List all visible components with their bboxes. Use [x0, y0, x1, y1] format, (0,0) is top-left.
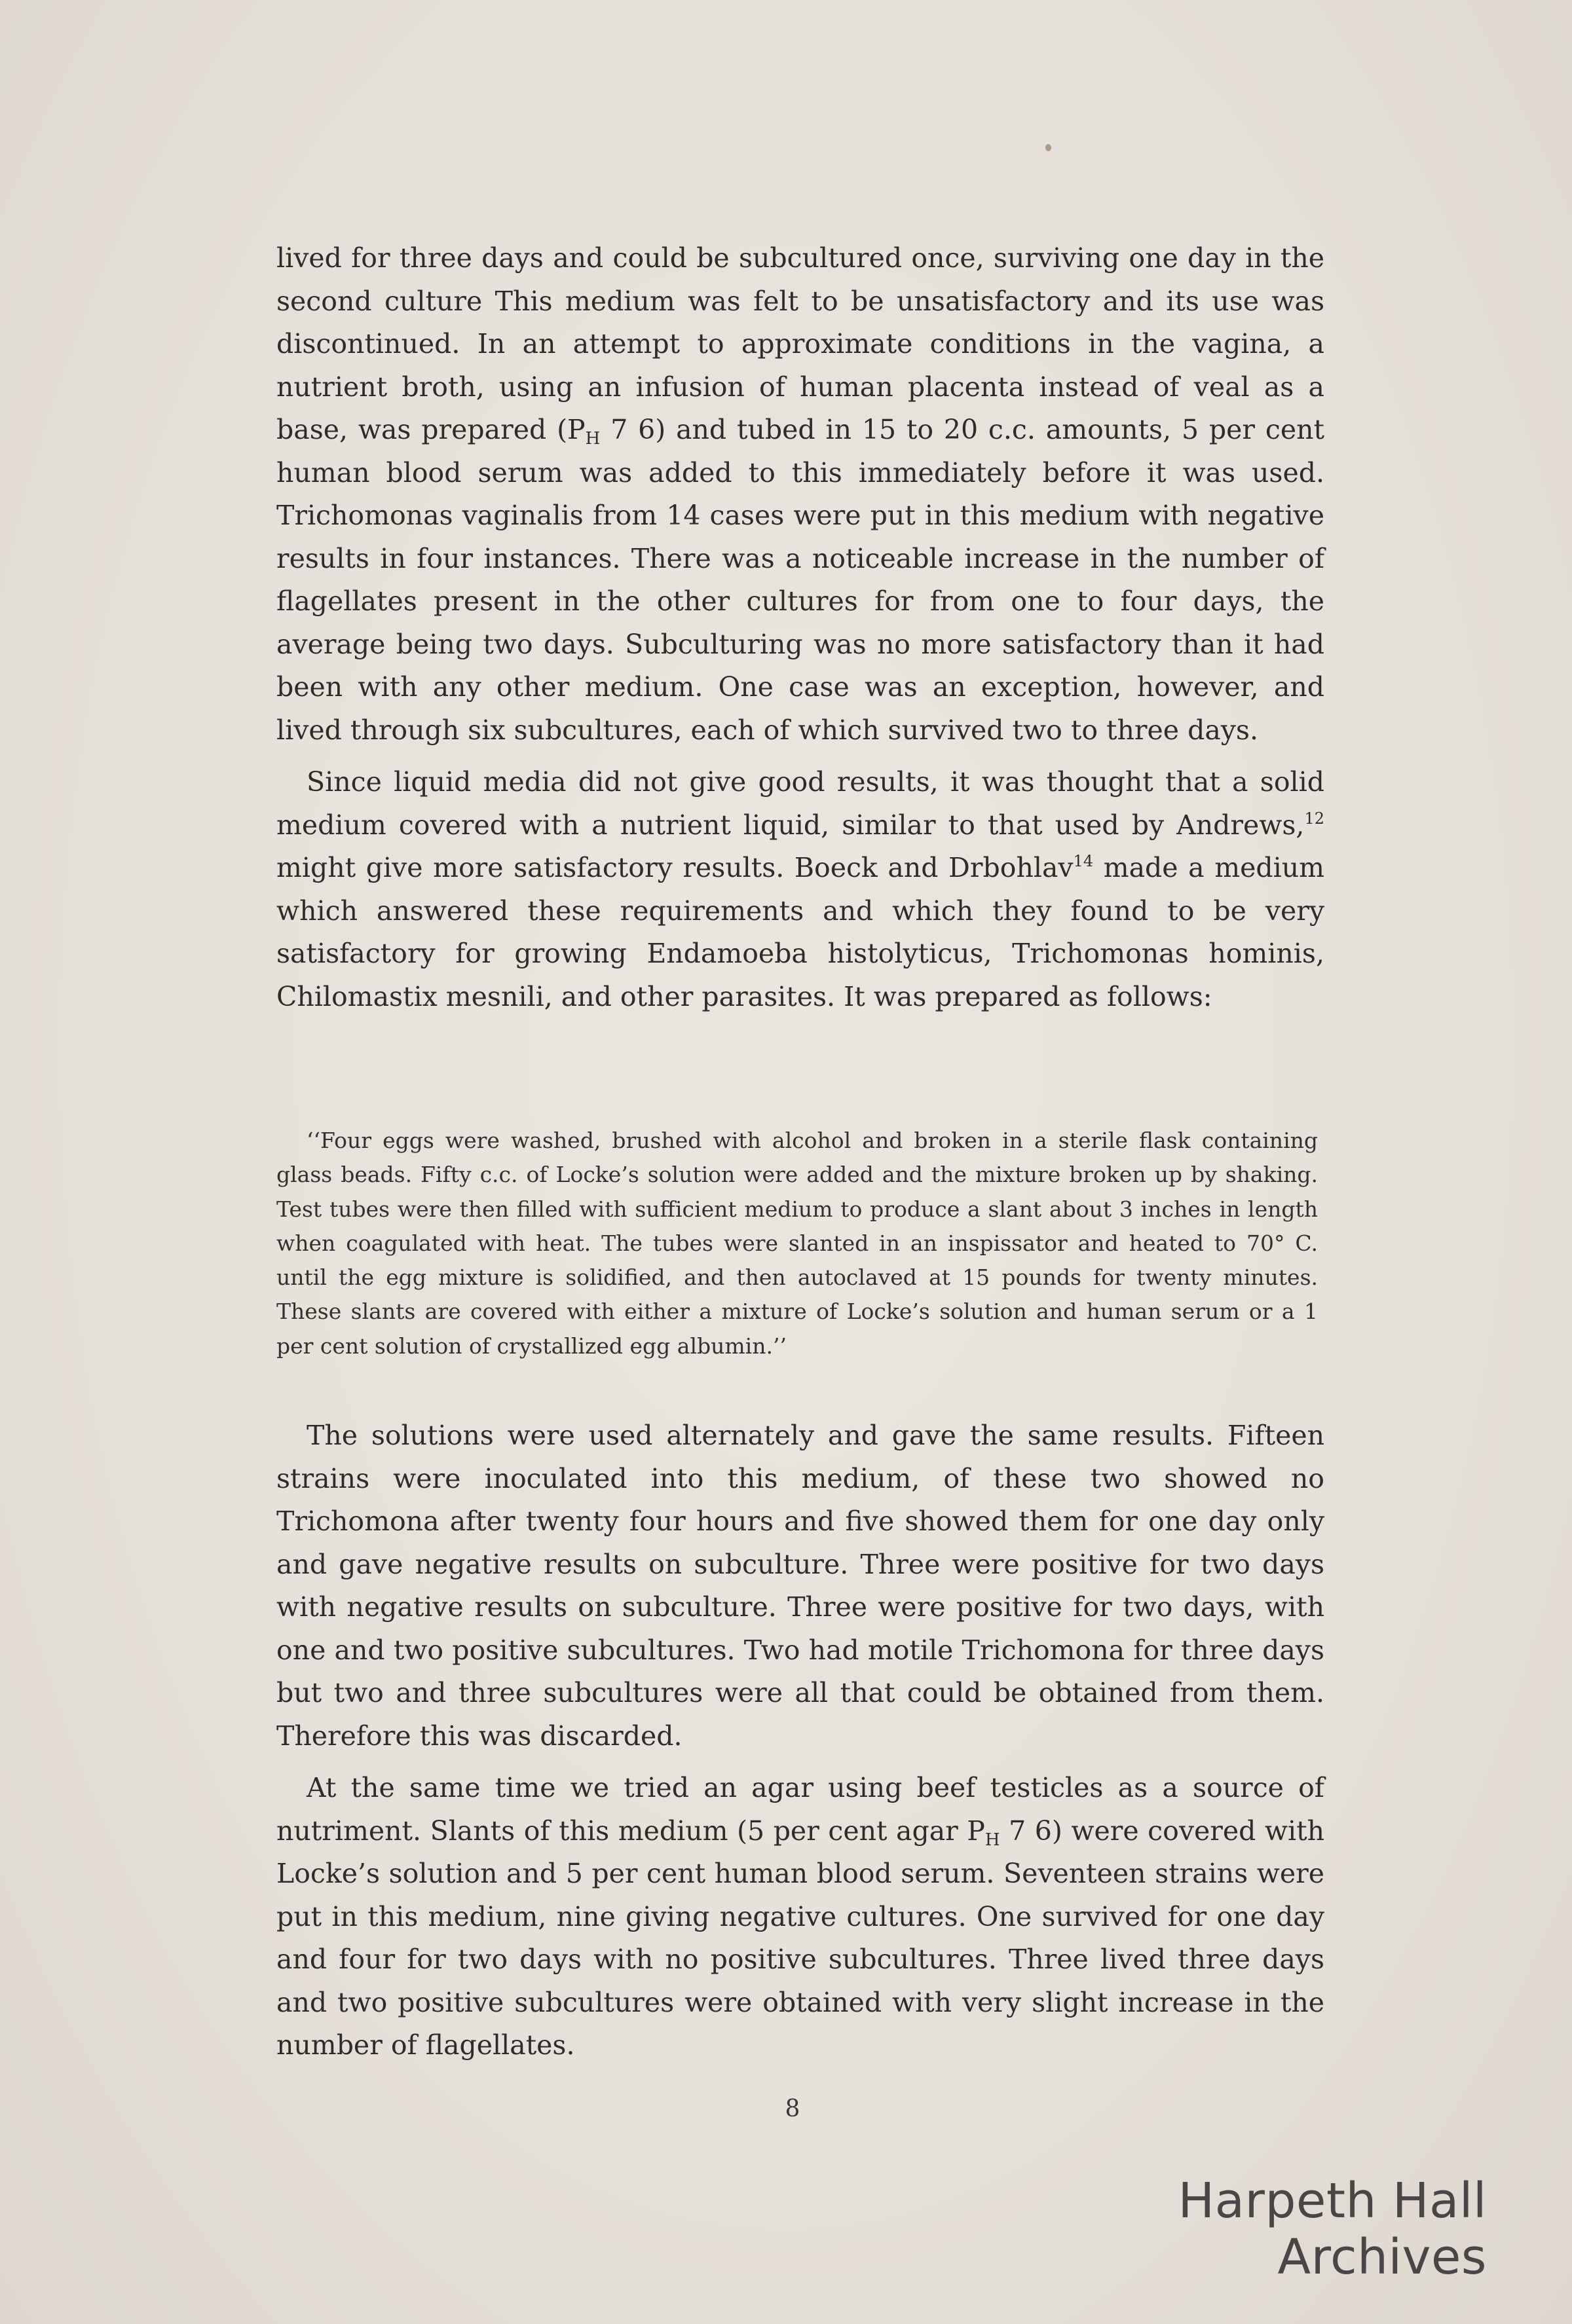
subscript: H: [585, 429, 601, 449]
text-segment: might give more satisfactory results. Boeck and Drbohlav: [276, 852, 1074, 883]
text-segment: made a medium which answered these requirements and which they found to be very satisfactory for growing Endamoeba histolyticus, Trichomonas hominis, Chilomastix mesnili, and other parasites. It was prepared as follows:: [276, 852, 1324, 1012]
body-top: [276, 237, 1324, 1018]
paper-speck: [1045, 144, 1051, 151]
paragraph-3: [276, 1414, 1324, 1758]
paragraph-1: [276, 237, 1324, 752]
paragraph-2: [276, 761, 1324, 1018]
text-segment: At the same time we tried an agar using beef testicles as a source of nutriment. Slants of this medium (5 per cent agar P: [276, 1772, 1324, 1847]
text-segment: lived for three days and could be subcultured once, surviving one day in the second culture This medium was felt to be unsatisfactory and its use was discontinued. In an attempt to approximate conditions in the vagina, a nutrient broth, using an infusion of human placenta instead of veal as a base, was prepared (P: [276, 242, 1324, 445]
page-number: 8: [785, 2095, 800, 2122]
footnote-ref: 12: [1304, 809, 1324, 828]
body-bottom: [276, 1414, 1324, 2067]
subscript: H: [984, 1830, 1000, 1850]
text-segment: 7 6) were covered with Locke’s solution and 5 per cent human blood serum. Seventeen strains were put in this medium, nine giving negative cultures. One survived for one day and four for two days with no positive subcultures. Three lived three days and two positive subcultures were obtained with very slight increase in the number of flagellates.: [276, 1815, 1324, 2061]
paragraph-4: [276, 1767, 1324, 2067]
text-segment: Since liquid media did not give good results, it was thought that a solid medium covered with a nutrient liquid, similar to that used by Andrews,: [276, 766, 1324, 841]
text-segment: 7 6) and tubed in 15 to 20 c.c. amounts, 5 per cent human blood serum was added to this immediately before it was used. Trichomonas vaginalis from 14 cases were put in this medium with negative results in four instances. There was a noticeable increase in the number of flagellates present in the other cultures for from one to four days, the average being two days. Subculturing was no more satisfactory than it had been with any other medium. One case was an exception, however, and lived through six subcultures, each of which survived two to three days.: [276, 414, 1324, 746]
archive-watermark: Harpeth Hall Archives: [1178, 2173, 1487, 2285]
text-segment: The solutions were used alternately and gave the same results. Fifteen strains were inoculated into this medium, of these two showed no Trichomona after twenty four hours and five showed them for one day only and gave negative results on subculture. Three were positive for two days with negative results on subculture. Three were positive for two days, with one and two positive subcultures. Two had motile Trichomona for three days but two and three subcultures were all that could be obtained from them. Therefore this was discarded.: [276, 1420, 1324, 1752]
block-quote: ‘‘Four eggs were washed, brushed with alcohol and broken in a sterile flask containing glass beads. Fifty c.c. of Locke’s solution were added and the mixture broken up by shaking. Test tubes were then filled with sufficient medium to produce a slant about 3 inches in length when coagulated with heat. The tubes were slanted in an inspissator and heated to 70° C. until the egg mixture is solidified, and then autoclaved at 15 pounds for twenty minutes. These slants are covered with either a mixture of Locke’s solution and human serum or a 1 per cent solution of crystallized egg albumin.’’: [276, 1128, 1318, 1359]
footnote-ref: 14: [1073, 852, 1094, 870]
